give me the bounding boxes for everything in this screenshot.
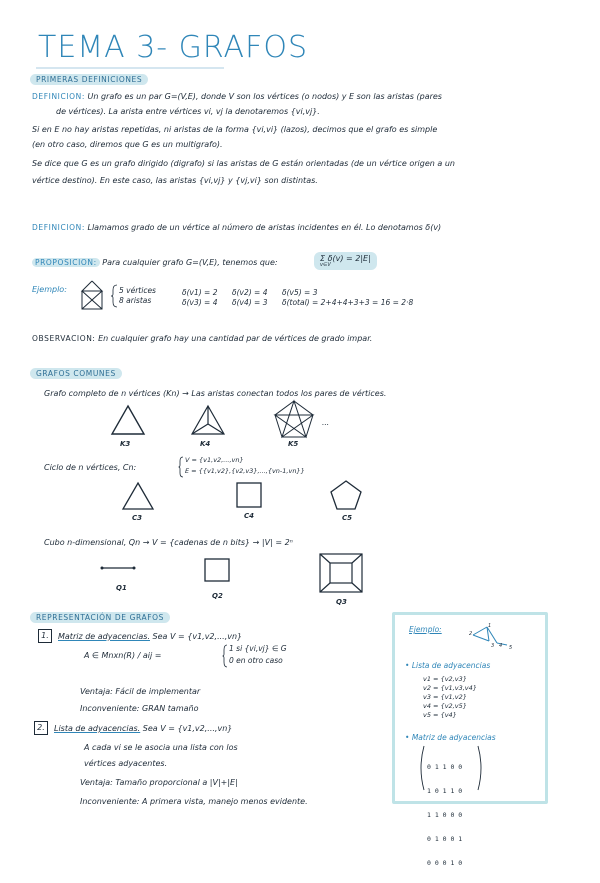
c3-diagram [120,480,156,512]
definition-label: DEFINICION: [32,223,85,232]
ciclo-text: Ciclo de n vértices, Cn: [44,463,137,472]
matrix-bracket-right [477,745,485,791]
heading-representacion: REPRESENTACIÓN DE GRAFOS [30,612,170,623]
ej2-matriz-title: • Matriz de adyacencias [405,733,496,742]
observacion-text: En cualquier grafo hay una cantidad par de vértices de grado impar. [98,334,373,343]
def1-line6: vértice destino). En este caso, las aristas {vi,vj} y {vj,vi} son distintas. [32,176,318,185]
cubo-text: Cubo n-dimensional, Qn → V = {cadenas de n bits} → |V| = 2ⁿ [44,538,293,547]
brace-icon [178,456,184,478]
brace-icon [110,284,118,308]
ej2-l1: v1 = {v2,v3} [423,675,467,683]
ej2-matriz-title-text: Matriz de adyacencias [411,733,496,742]
ej2-l3: v3 = {v1,v2} [423,693,467,701]
ej1-d3: δ(v3) = 4 [182,298,218,307]
observacion [32,333,572,344]
matriz-number: 1. [38,629,52,643]
matrix-row: 0 1 0 0 1 [427,835,463,843]
observacion-label: OBSERVACION: [32,334,96,343]
ej2-lista-title-text: Lista de adyacencias [411,661,491,670]
title-underline [36,66,226,70]
def2-text: Llamamos grado de un vértice al número de aristas incidentes en él. Lo denotamos δ(v) [87,223,442,232]
definition-label: DEFINICION: [32,92,85,101]
house-graph-diagram [74,278,110,314]
def1-line5: Se dice que G es un grafo dirigido (digrafo) si las aristas de G están orientadas (de un vértice origen a un [32,159,455,168]
proposicion [32,257,332,268]
k3-diagram [108,402,148,438]
q3-diagram [316,550,366,596]
lista-line3: vértices adyacentes. [84,759,168,768]
lista-ventaja: Ventaja: Tamaño proporcional a |V|+|E| [80,778,238,787]
matrix-row: 1 1 0 0 0 [427,811,463,819]
ej2-label: Ejemplo: [409,625,442,634]
q2-label: Q2 [212,592,223,600]
matriz-text: Sea V = {v1,v2,...,vn} [152,632,243,641]
ej1-d1: δ(v1) = 2 [182,288,218,297]
k4-diagram [188,402,228,438]
c4-diagram [234,480,264,510]
def1-line4: (en otro caso, diremos que G es un multigrafo). [32,140,223,149]
lista-inconveniente: Inconveniente: A primera vista, manejo menos evidente. [80,797,308,806]
ej2-node-3: 3 [491,643,495,649]
matrix-row: 0 0 0 1 0 [427,859,463,867]
ej2-node-4: 4 [499,643,503,649]
matriz-aij: A ∈ Mnxn(R) / aij = [84,651,162,660]
ejemplo-label: Ejemplo: [32,285,67,294]
matriz-ventaja: Ventaja: Fácil de implementar [80,687,201,696]
ej1-aristas: 8 aristas [119,296,152,305]
completo-text: Grafo completo de n vértices (Kn) → Las aristas conectan todos los pares de vértices. [44,389,387,398]
matriz-case2: 0 en otro caso [229,656,283,665]
k5-diagram [272,398,316,440]
ej1-d2: δ(v2) = 4 [232,288,268,297]
q3-label: Q3 [336,598,347,606]
ej2-l4: v4 = {v2,v5} [423,702,467,710]
ciclo-e: E = {{v1,v2},{v2,v3},...,{vn-1,vn}} [185,467,305,475]
prop-text: Para cualquier grafo G=(V,E), tenemos que: [102,258,278,267]
brace-icon [222,644,228,668]
ej2-lista [423,675,477,720]
def1-line2: de vértices). La arista entre vértices vi, vj la denotaremos {vi,vj}. [56,107,320,116]
ej1-d4: δ(v4) = 3 [232,298,268,307]
def1-line1: Un grafo es un par G=(V,E), donde V son los vértices (o nodos) y E son las aristas (pares [87,92,442,101]
q2-diagram [200,556,234,586]
c5-label: C5 [342,514,353,522]
matrix-bracket-left [417,745,425,791]
ej2-l5: v5 = {v4} [423,711,457,719]
definition-grafo [32,91,572,102]
formula-subscript: v∈V [320,262,331,268]
matriz-inconveniente: Inconveniente: GRAN tamaño [80,704,199,713]
ej1-d5: δ(v5) = 3 [282,288,318,297]
k-dots: ... [322,418,330,427]
lista-text: Sea V = {v1,v2,...,vn} [142,724,233,733]
ciclo-v: V = {v1,v2,...,vn} [185,456,244,464]
matriz-title: Matriz de adyacencias. [58,632,150,641]
definition-grado [32,222,572,233]
lista-line2: A cada vi se le asocia una lista con los [84,743,238,752]
lista-title: Lista de adyacencias. [54,724,141,733]
ej2-node-5: 5 [509,645,513,651]
ej1-vertices: 5 vértices [119,286,156,295]
ej2-lista-title: • Lista de adyacencias [405,661,491,670]
heading-primeras-definiciones: PRIMERAS DEFINICIONES [30,74,148,85]
ej2-node-2: 2 [469,631,473,637]
matrix-row: 1 0 1 1 0 [427,787,463,795]
ej1-total: δ(total) = 2+4+4+3+3 = 16 = 2·8 [282,298,414,307]
matrix-row: 0 1 1 0 0 [427,763,463,771]
ej2-matrix [427,747,462,883]
ej2-node-1: 1 [488,623,492,629]
ejemplo-box [392,612,548,867]
q1-label: Q1 [116,584,127,592]
ej2-l2: v2 = {v1,v3,v4} [423,684,477,692]
matriz-heading [58,631,242,642]
k3-label: K3 [120,440,131,448]
lista-number: 2. [34,721,48,735]
def1-line3: Si en E no hay aristas repetidas, ni aristas de la forma {vi,vi} (lazos), decimos que el grafo es simple [32,125,438,134]
k4-label: K4 [200,440,211,448]
matriz-case1: 1 si {vi,vj} ∈ G [229,644,287,653]
c5-diagram [328,478,364,512]
page-title: TEMA 3- GRAFOS [38,30,308,65]
proposicion-label: PROPOSICION: [32,258,100,267]
c4-label: C4 [244,512,255,520]
c3-label: C3 [132,514,143,522]
k5-label: K5 [288,440,299,448]
q1-diagram [98,560,138,574]
formula-handshake [314,252,377,270]
lista-heading [54,723,232,734]
formula-text: Σ δ(v) = 2|E| [320,254,371,263]
heading-grafos-comunes: GRAFOS COMUNES [30,368,122,379]
